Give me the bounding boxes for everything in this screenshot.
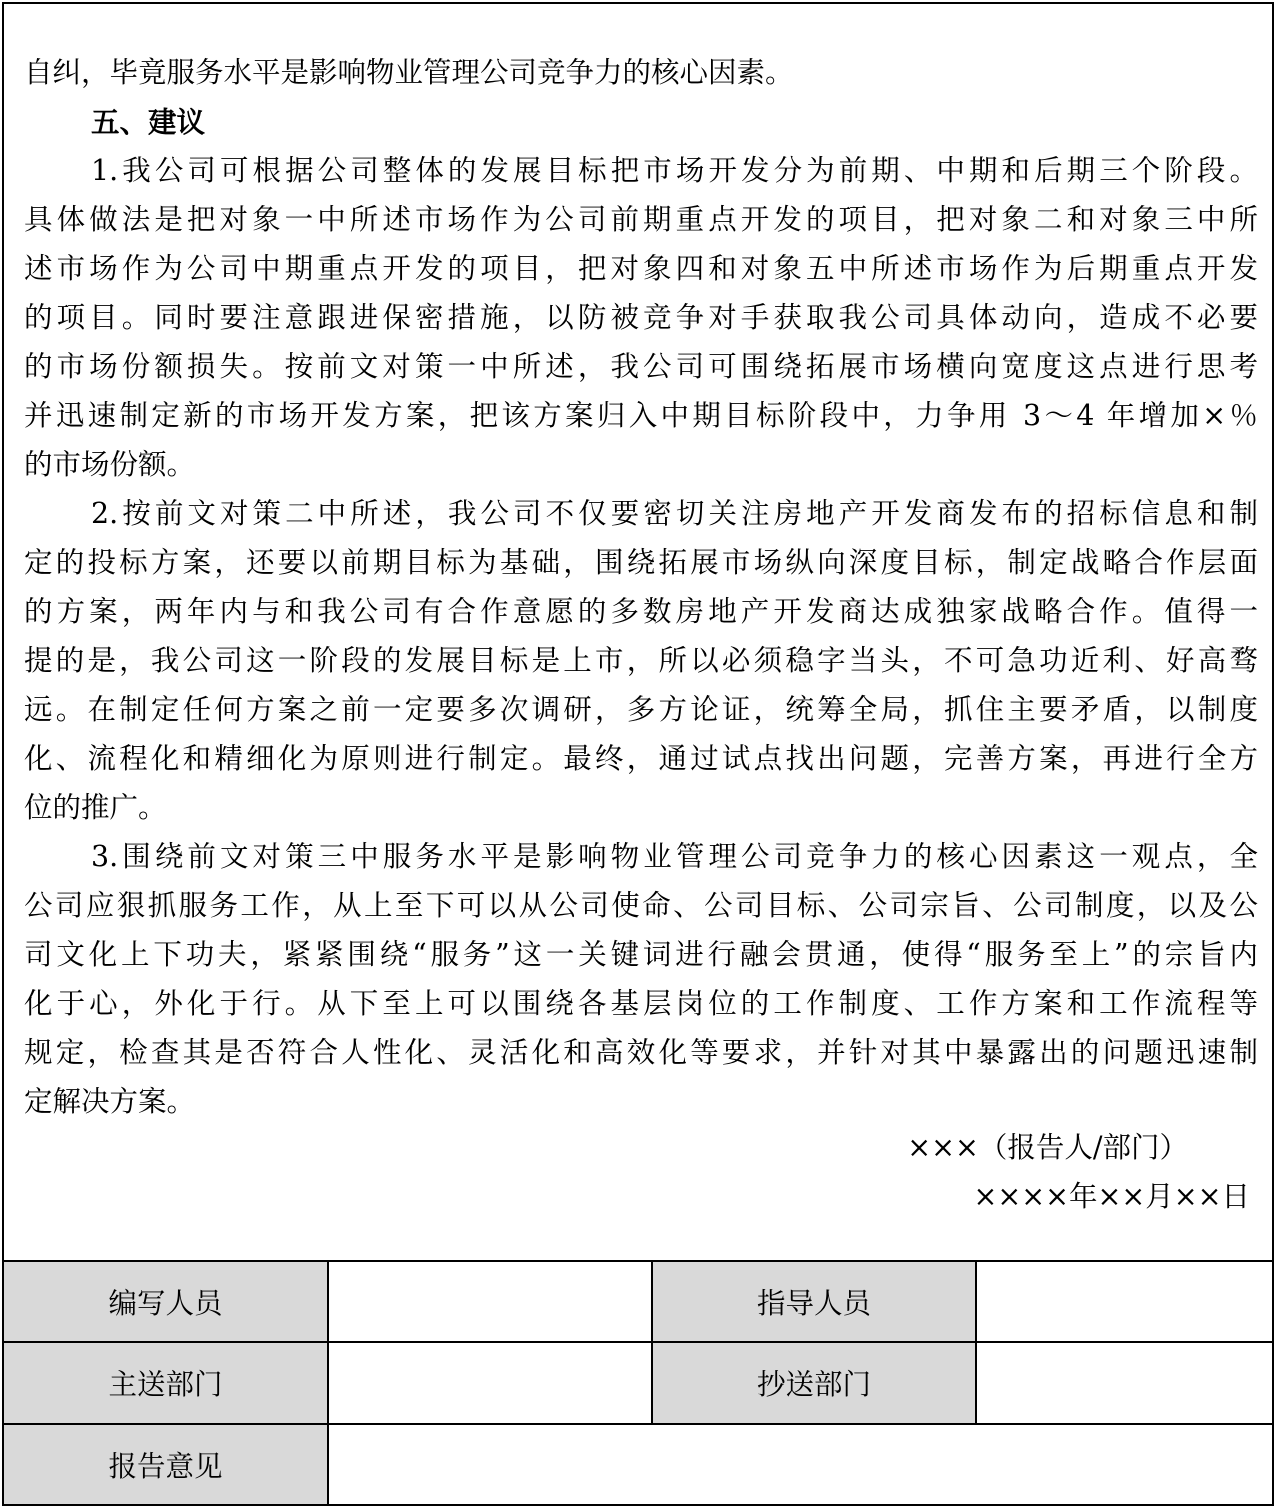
paragraph-line: 的项目。同时要注意跟进保密措施，以防被竞争对手获取我公司具体动向，造成不必要 — [24, 301, 1258, 334]
paragraph-line: 定解决方案。 — [24, 1085, 196, 1118]
paragraph-line: 位的推广。 — [24, 791, 167, 824]
report-date: ××××年××月××日 — [973, 1180, 1250, 1213]
writer-field[interactable] — [328, 1262, 652, 1342]
paragraph-line: 提的是，我公司这一阶段的发展目标是上市，所以必须稳字当头，不可急功近利、好高骛 — [24, 644, 1258, 677]
paragraph-line: 的市场份额损失。按前文对策一中所述，我公司可围绕拓展市场横向宽度这点进行思考 — [24, 350, 1258, 383]
paragraph-line: 化于心，外化于行。从下至上可以围绕各基层岗位的工作制度、工作方案和工作流程等 — [24, 987, 1258, 1020]
opinion-field[interactable] — [328, 1424, 1272, 1504]
report-frame — [2, 2, 1274, 1506]
advisor-field[interactable] — [976, 1262, 1272, 1342]
section-heading: 五、建议 — [91, 105, 206, 139]
table-row — [4, 1262, 1272, 1342]
paragraph-line: 规定，检查其是否符合人性化、灵活化和高效化等要求，并针对其中暴露出的问题迅速制 — [24, 1036, 1258, 1069]
table-row — [4, 1342, 1272, 1424]
cc-dept-label: 抄送部门 — [652, 1342, 976, 1424]
signature: ×××（报告人/部门） — [907, 1131, 1188, 1164]
paragraph-line: 化、流程化和精细化为原则进行制定。最终，通过试点找出问题，完善方案，再进行全方 — [24, 742, 1258, 775]
writer-label: 编写人员 — [4, 1262, 328, 1342]
main-dept-field[interactable] — [328, 1342, 652, 1424]
paragraph-line: 具体做法是把对象一中所述市场作为公司前期重点开发的项目，把对象二和对象三中所 — [24, 203, 1258, 236]
paragraph-line: 述市场作为公司中期重点开发的项目，把对象四和对象五中所述市场作为后期重点开发 — [24, 252, 1258, 285]
report-info-table — [4, 1262, 1272, 1504]
paragraph-line: 3.围绕前文对策三中服务水平是影响物业管理公司竞争力的核心因素这一观点，全 — [91, 840, 1258, 873]
paragraph-line: 2.按前文对策二中所述，我公司不仅要密切关注房地产开发商发布的招标信息和制 — [91, 497, 1258, 530]
main-dept-label: 主送部门 — [4, 1342, 328, 1424]
paragraph-line: 的市场份额。 — [24, 448, 196, 481]
paragraph-line: 1.我公司可根据公司整体的发展目标把市场开发分为前期、中期和后期三个阶段。 — [91, 154, 1258, 187]
paragraph-line: 的方案，两年内与和我公司有合作意愿的多数房地产开发商达成独家战略合作。值得一 — [24, 595, 1258, 628]
cc-dept-field[interactable] — [976, 1342, 1272, 1424]
paragraph-line: 自纠，毕竟服务水平是影响物业管理公司竞争力的核心因素。 — [24, 56, 794, 89]
paragraph-line: 定的投标方案，还要以前期目标为基础，围绕拓展市场纵向深度目标，制定战略合作层面 — [24, 546, 1258, 579]
paragraph-line: 远。在制定任何方案之前一定要多次调研，多方论证，统筹全局，抓住主要矛盾，以制度 — [24, 693, 1258, 726]
paragraph-line: 司文化上下功夫，紧紧围绕“服务”这一关键词进行融会贯通，使得“服务至上”的宗旨内 — [24, 938, 1258, 971]
paragraph-line: 公司应狠抓服务工作，从上至下可以从公司使命、公司目标、公司宗旨、公司制度，以及公 — [24, 889, 1258, 922]
table-row — [4, 1424, 1272, 1504]
paragraph-line: 并迅速制定新的市场开发方案，把该方案归入中期目标阶段中，力争用 3～4 年增加×％ — [24, 399, 1258, 432]
advisor-label: 指导人员 — [652, 1262, 976, 1342]
opinion-label: 报告意见 — [4, 1424, 328, 1504]
report-body — [4, 4, 1272, 1262]
